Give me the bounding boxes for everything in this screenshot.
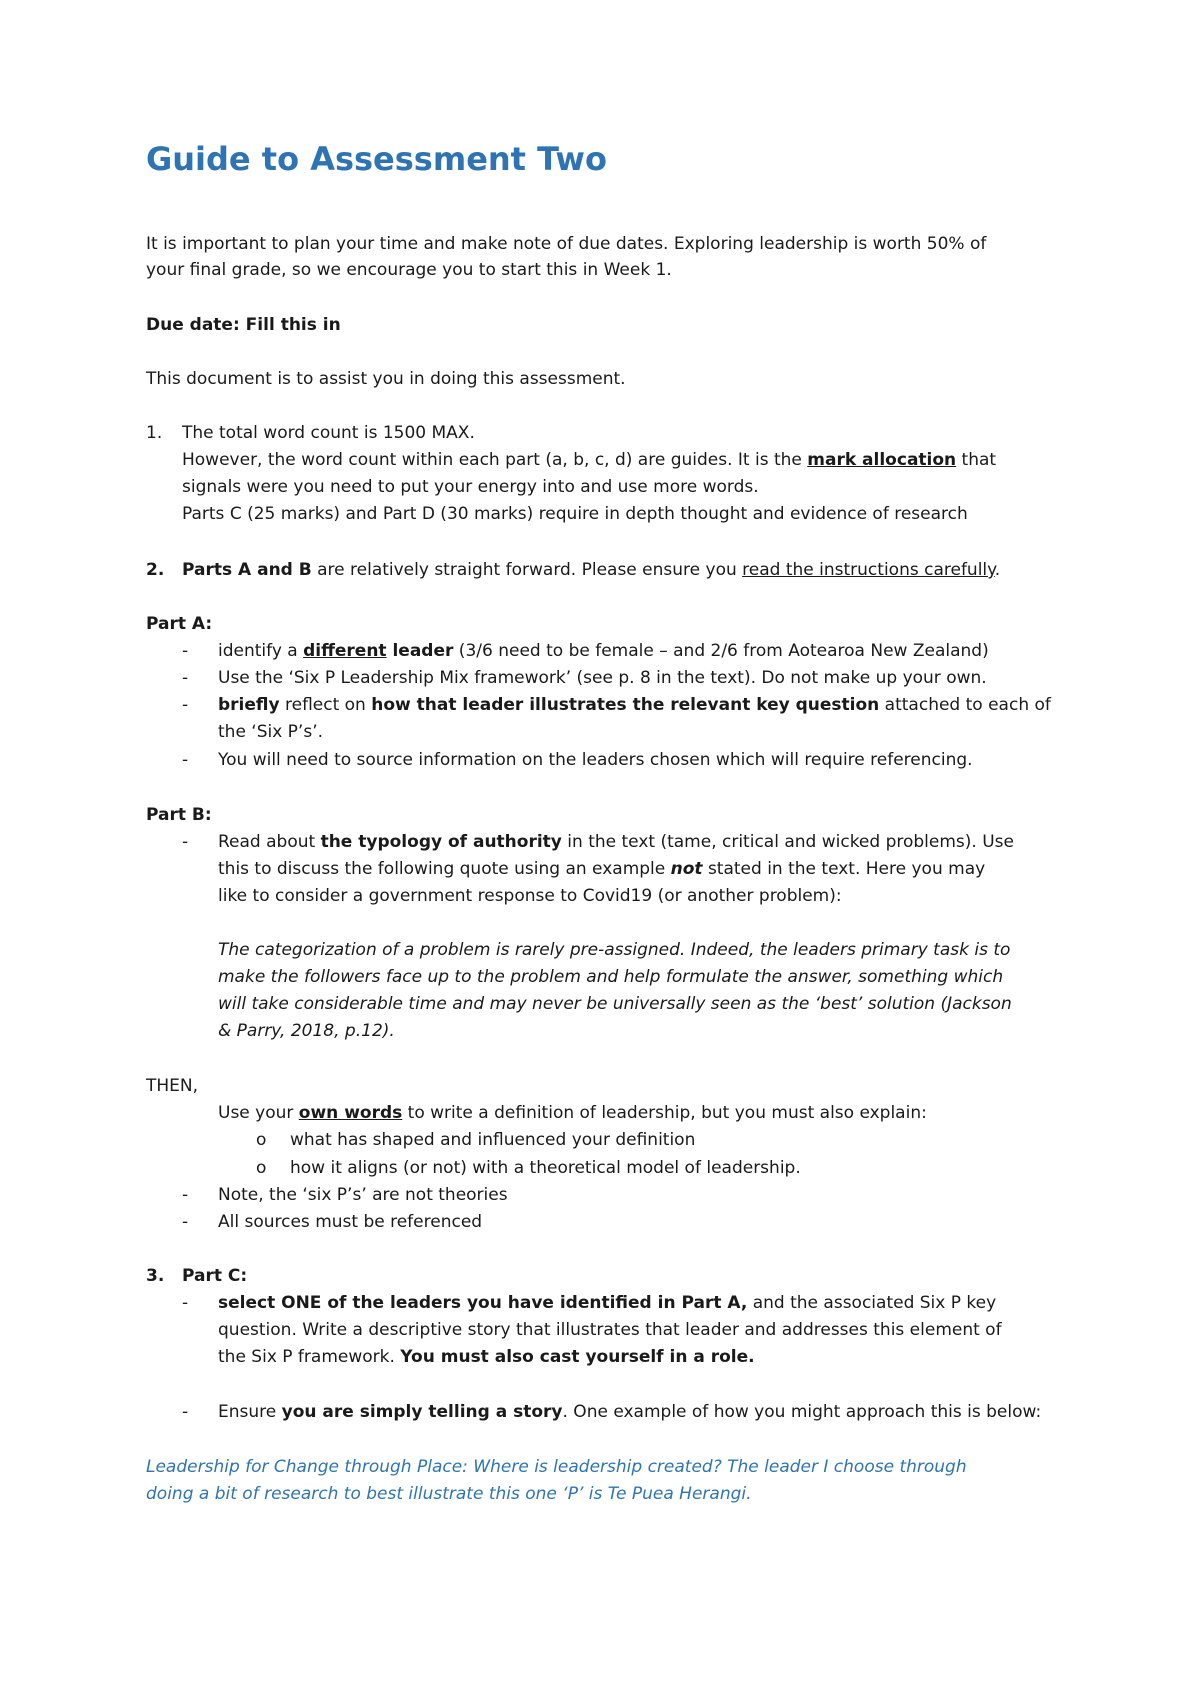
bullet-dash: - — [182, 1185, 189, 1205]
part-c-bullet-1-cont: question. Write a descriptive story that illustrates that leader and addresses this element of — [218, 1320, 1002, 1340]
item-1-line-4: Parts C (25 marks) and Part D (30 marks) require in depth thought and evidence of research — [182, 504, 968, 524]
intro-line-1: It is important to plan your time and make note of due dates. Exploring leadership is worth 50% of — [146, 234, 987, 254]
purpose-text: This document is to assist you in doing this assessment. — [146, 369, 626, 389]
quote-line-4: & Parry, 2018, p.12). — [218, 1021, 395, 1041]
bullet-dash: - — [182, 1212, 189, 1232]
own-words-line: Use your own words to write a definition of leadership, but you must also explain: — [218, 1103, 927, 1123]
part-b-bullet-1-cont: this to discuss the following quote using an example not stated in the text. Here you may — [218, 859, 986, 879]
item-3-number: 3. — [146, 1266, 165, 1286]
part-c-bullet-1-cont-2: the Six P framework. You must also cast yourself in a role. — [218, 1347, 755, 1367]
part-a-bullet-3: briefly reflect on how that leader illustrates the relevant key question attached to each of — [218, 695, 1051, 715]
part-a-bullet-2: Use the ‘Six P Leadership Mix framework’ (see p. 8 in the text). Do not make up your own. — [218, 668, 987, 688]
bullet-dash: - — [182, 668, 189, 688]
bullet-dash: - — [182, 1293, 189, 1313]
part-a-bullet-1: identify a different leader (3/6 need to be female – and 2/6 from Aotearoa New Zealand) — [218, 641, 989, 661]
quote-line-2: make the followers face up to the problem and help formulate the answer, something which — [218, 967, 1004, 987]
part-b-bullet-1: Read about the typology of authority in the text (tame, critical and wicked problems). Use — [218, 832, 1014, 852]
part-a-bullet-4: You will need to source information on the leaders chosen which will require referencing. — [218, 750, 973, 770]
part-b-bullet-3: All sources must be referenced — [218, 1212, 483, 1232]
bullet-dash: - — [182, 832, 189, 852]
part-a-heading: Part A: — [146, 614, 213, 634]
part-c-bullet-1: select ONE of the leaders you have identified in Part A, and the associated Six P key — [218, 1293, 997, 1313]
mark-allocation-text: mark allocation — [807, 450, 957, 470]
bullet-dash: - — [182, 750, 189, 770]
item-2-text: Parts A and B are relatively straight forward. Please ensure you read the instructions carefully. — [182, 560, 1001, 580]
example-line-1: Leadership for Change through Place: Where is leadership created? The leader I choose through — [146, 1457, 967, 1477]
sub-bullet-1: what has shaped and influenced your definition — [290, 1130, 696, 1150]
quote-line-3: will take considerable time and may never be universally seen as the ‘best’ solution (Jackson — [218, 994, 1012, 1014]
part-b-bullet-1-cont-2: like to consider a government response to Covid19 (or another problem): — [218, 886, 842, 906]
item-1-number: 1. — [146, 423, 163, 443]
example-line-2: doing a bit of research to best illustrate this one ‘P’ is Te Puea Herangi. — [146, 1484, 752, 1504]
sub-bullet-circle: o — [256, 1130, 267, 1150]
part-b-bullet-2: Note, the ‘six P’s’ are not theories — [218, 1185, 508, 1205]
sub-bullet-circle: o — [256, 1158, 267, 1178]
read-instructions-text: read the instructions carefully — [742, 560, 995, 580]
bullet-dash: - — [182, 641, 189, 661]
then-label: THEN, — [146, 1076, 199, 1096]
part-a-bullet-3-cont: the ‘Six P’s’. — [218, 722, 324, 742]
bullet-dash: - — [182, 1402, 189, 1422]
bullet-dash: - — [182, 695, 189, 715]
part-b-heading: Part B: — [146, 805, 212, 825]
part-c-heading: Part C: — [182, 1266, 248, 1286]
item-1-line-2: However, the word count within each part (a, b, c, d) are guides. It is the mark allocation that — [182, 450, 997, 470]
document-title: Guide to Assessment Two — [146, 140, 607, 178]
sub-bullet-2: how it aligns (or not) with a theoretical model of leadership. — [290, 1158, 801, 1178]
item-2-number: 2. — [146, 560, 165, 580]
item-1-line-1: The total word count is 1500 MAX. — [182, 423, 475, 443]
due-date: Due date: Fill this in — [146, 315, 341, 335]
quote-line-1: The categorization of a problem is rarely pre-assigned. Indeed, the leaders primary task is to — [218, 940, 1011, 960]
part-c-bullet-2: Ensure you are simply telling a story. One example of how you might approach this is below: — [218, 1402, 1042, 1422]
item-1-line-3: signals were you need to put your energy into and use more words. — [182, 477, 759, 497]
intro-line-2: your final grade, so we encourage you to start this in Week 1. — [146, 260, 672, 280]
